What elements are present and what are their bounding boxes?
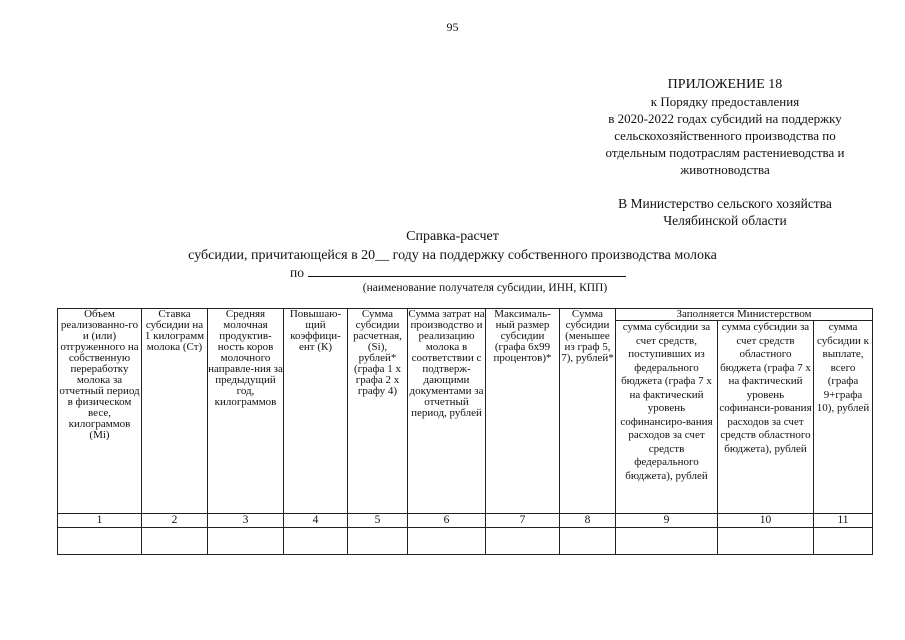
column-header: Сумма субсидии расчетная, (Si), рублей* (графа 1 х графа 2 х графу 4)	[348, 309, 408, 514]
column-header: Сумма затрат на производство и реализацию молока в соответствии с подтверж-дающими документами за отчетный период, рублей	[408, 309, 486, 514]
appendix-line: к Порядку предоставления	[650, 94, 800, 109]
table-cell[interactable]	[208, 528, 284, 555]
appendix-line: сельскохозяйственного производства по	[614, 128, 836, 143]
ministry-group-header: Заполняется Министерством	[616, 309, 873, 321]
table-cell[interactable]	[284, 528, 348, 555]
column-header: Средняя молочная продуктив-ность коров молочного направле-ния за предыдущий год, килограммов	[208, 309, 284, 514]
column-number: 10	[718, 514, 814, 528]
column-number: 1	[58, 514, 142, 528]
table-cell[interactable]	[58, 528, 142, 555]
table-cell[interactable]	[560, 528, 616, 555]
recipient-prefix: по	[290, 265, 304, 280]
column-number: 4	[284, 514, 348, 528]
column-number-row	[58, 514, 873, 528]
column-header: Объем реализованно-го и (или) отгруженного на собственную переработку молока за отчетный период в физическом весе, килограммов (Mi)	[58, 309, 142, 514]
column-number: 7	[486, 514, 560, 528]
calculation-table	[57, 308, 873, 555]
table-row	[58, 528, 873, 555]
column-number: 5	[348, 514, 408, 528]
appendix-line: в 2020-2022 годах субсидий на поддержку	[608, 111, 842, 126]
column-number: 11	[814, 514, 873, 528]
table-cell[interactable]	[616, 528, 718, 555]
form-title: Справка-расчет	[406, 229, 499, 244]
table-cell[interactable]	[408, 528, 486, 555]
column-number: 3	[208, 514, 284, 528]
appendix-title: ПРИЛОЖЕНИЕ 18	[667, 77, 783, 92]
recipient-caption: (наименование получателя субсидии, ИНН, КПП)	[362, 282, 608, 294]
table-cell[interactable]	[348, 528, 408, 555]
column-number: 2	[142, 514, 208, 528]
column-header: Ставка субсидии на 1 килограмм молока (Ст)	[142, 309, 208, 514]
column-header: сумма субсидии за счет средств областного бюджета (графа 7 х на фактический уровень софинанси-рования расходов за счет средств областного бюджета), рублей	[718, 321, 814, 514]
column-header: сумма субсидии к выплате, всего (графа 9+графа 10), рублей	[814, 321, 873, 514]
table-cell[interactable]	[486, 528, 560, 555]
column-header: Максималь-ный размер субсидии (графа 6х99 процентов)*	[486, 309, 560, 514]
recipient-blank-line[interactable]	[308, 264, 626, 277]
table-cell[interactable]	[142, 528, 208, 555]
table-cell[interactable]	[814, 528, 873, 555]
addressee-line: Челябинской области	[663, 213, 787, 228]
recipient-row	[290, 264, 626, 281]
appendix-header	[560, 76, 890, 178]
table-group-header-row	[58, 309, 873, 321]
appendix-line: отдельным подотраслям растениеводства и	[605, 145, 845, 160]
column-number: 8	[560, 514, 616, 528]
column-header: Сумма субсидии (меньшее из граф 5, 7), рублей*	[560, 309, 616, 514]
column-number: 6	[408, 514, 486, 528]
appendix-line: животноводства	[680, 162, 770, 177]
column-header: Повышаю-щий коэффици-ент (К)	[284, 309, 348, 514]
page-number: 95	[446, 20, 459, 34]
addressee	[580, 195, 870, 229]
column-header: сумма субсидии за счет средств, поступивших из федерального бюджета (графа 7 х на фактический уровень софинансиро-вания расходов за счет средств федерального бюджета), рублей	[616, 321, 718, 514]
table-cell[interactable]	[718, 528, 814, 555]
form-subtitle: субсидии, причитающейся в 20__ году на поддержку собственного производства молока	[188, 248, 717, 263]
column-number: 9	[616, 514, 718, 528]
addressee-line: В Министерство сельского хозяйства	[618, 196, 832, 211]
